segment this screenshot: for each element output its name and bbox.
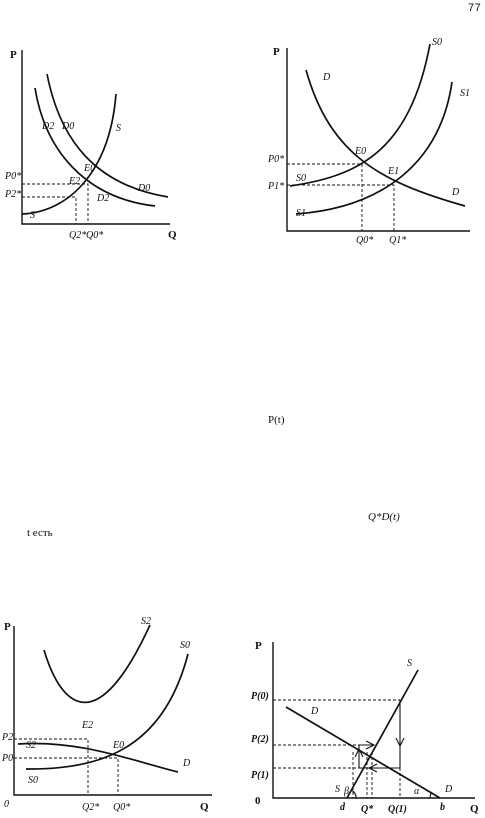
axis-p-label: P (10, 49, 17, 61)
angle-beta: β (344, 786, 349, 797)
label-d-end: D (452, 187, 460, 198)
label-s0: S0 (432, 37, 442, 48)
price-p2: P(2) (251, 734, 269, 745)
point-e2: E2 (69, 176, 81, 187)
qty-q0: Q0* (356, 235, 374, 246)
price-p2: P2* (5, 189, 22, 200)
label-s1-start: S1 (296, 208, 306, 219)
label-d-end: D (445, 784, 453, 795)
price-p0: P(0) (251, 691, 269, 702)
axis-p-label: P (273, 46, 280, 58)
qty-q2: Q2* (69, 230, 87, 241)
page-number: 77 (468, 2, 482, 14)
label-d2: D2 (42, 121, 55, 132)
qty-q-star: Q* (361, 804, 374, 815)
point-e0: E0 (84, 163, 96, 174)
label-s-end: S (30, 210, 35, 221)
origin-label: 0 (255, 795, 261, 807)
axis-q-label: Q (168, 229, 177, 241)
axis-q-label: Q (470, 803, 479, 815)
point-e1: E1 (388, 166, 400, 177)
price-p1: P1* (268, 181, 285, 192)
label-s0-start: S0 (296, 173, 306, 184)
point-e0: E0 (113, 740, 125, 751)
label-d0-end: D0 (138, 183, 151, 194)
label-s1: S1 (460, 88, 470, 99)
point-e2: E2 (82, 720, 94, 731)
angle-alpha: α (414, 786, 420, 797)
label-s-bottom: S (335, 784, 340, 795)
axis-p-label: P (4, 621, 11, 633)
price-p2: P2 (2, 732, 14, 743)
label-s: S (407, 658, 412, 669)
label-s0-start: S0 (28, 775, 38, 786)
label-d0: D0 (62, 121, 75, 132)
curve-d (286, 707, 440, 798)
label-d: D (183, 758, 191, 769)
text-fragment-t-est: t есть (27, 527, 53, 539)
qty-q0: Q0* (86, 230, 104, 241)
text-fragment-pt: P(t) (268, 414, 285, 426)
intercept-b: b (440, 802, 445, 813)
qty-q0: Q0* (113, 802, 131, 813)
origin-label: 0 (4, 799, 9, 810)
label-d: D (311, 706, 319, 717)
label-s0: S0 (180, 640, 190, 651)
price-p0: P0* (5, 171, 22, 182)
intercept-d: d (340, 802, 345, 813)
price-p0: P0 (2, 753, 14, 764)
qty-q2: Q2* (82, 802, 100, 813)
qty-q1: Q1* (389, 235, 407, 246)
label-s2: S2 (141, 616, 151, 627)
label-d2-end: D2 (97, 193, 110, 204)
axis-q-label: Q (200, 801, 209, 813)
angle-beta-arc (351, 790, 356, 798)
label-s: S (116, 123, 121, 134)
label-s2-start: S2 (26, 740, 36, 751)
qty-q1: Q(1) (388, 804, 407, 815)
axis-p-label: P (255, 640, 262, 652)
cobweb-path (359, 700, 400, 768)
p-axis (273, 642, 475, 798)
text-fragment-qdt: Q*D(t) (368, 511, 400, 523)
point-e0: E0 (355, 146, 367, 157)
price-p0: P0* (268, 154, 285, 165)
price-p1: P(1) (251, 770, 269, 781)
label-d: D (323, 72, 331, 83)
